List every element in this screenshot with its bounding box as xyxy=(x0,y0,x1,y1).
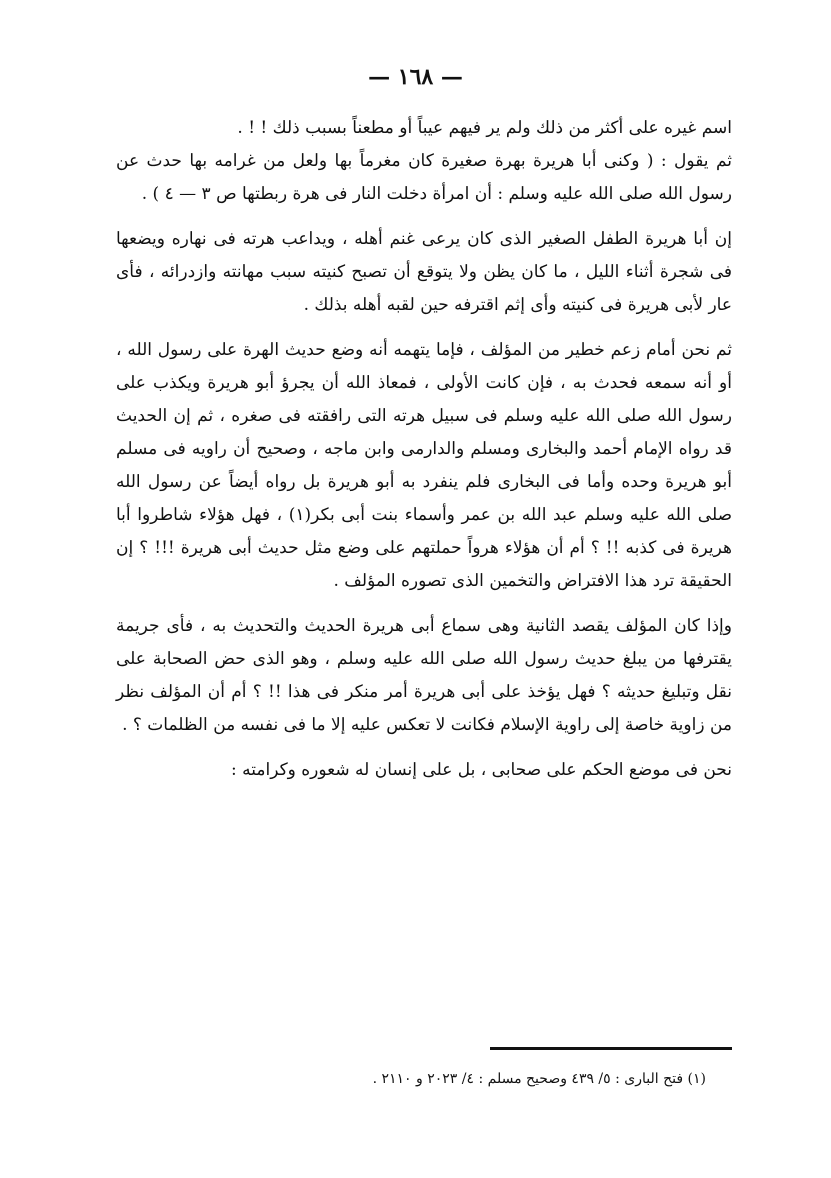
paragraph-1: اسم غيره على أكثر من ذلك ولم ير فيهم عيباً أو مطعناً بسبب ذلك ! ! . xyxy=(237,118,732,138)
paragraph-6: نحن فى موضع الحكم على صحابى ، بل على إنسان له شعوره وكرامته : xyxy=(230,760,732,780)
page-number: — ١٦٨ — xyxy=(368,64,463,90)
footnote-divider xyxy=(490,1047,732,1050)
paragraph-3: إن أبا هريرة الطفل الصغير الذى كان يرعى غنم أهله ، ويداعب هرته فى نهاره ويضعها فى شجرة أثناء الليل ، ما كان يظن ولا يتوقع أن تصبح كنيته سبب مهانته وازدرائه ، فأى عار لأبى هريرة فى كنيته وأى إثم اقترفه حين لقبه أهله بذلك . xyxy=(116,229,732,315)
footnote: (١) فتح البارى : ٥/ ٤٣٩ وصحيح مسلم : ٤/ ٢٠٢٣ و ٢١١٠ . xyxy=(372,1071,706,1087)
paragraph-2: ثم يقول : ( وكنى أبا هريرة بهرة صغيرة كان مغرماً بها ولعل من غرامه بها حدث عن رسول الله صلى الله عليه وسلم : أن امرأة دخلت النار فى هرة ربطتها ص ٣ — ٤ ) . xyxy=(116,151,732,204)
paragraph-5: وإذا كان المؤلف يقصد الثانية وهى سماع أبى هريرة الحديث والتحديث به ، فأى جريمة يقترفها من يبلغ حديث رسول الله صلى الله عليه وسلم ، وهو الذى حض الصحابة على نقل وتبليغ حديثه ؟ فهل يؤخذ على أبى هريرة أمر منكر فى هذا !! ؟ أم أن المؤلف نظر من زاوية خاصة إلى راوية الإسلام فكانت لا تعكس عليه إلا ما فى نفسه من الظلمات ؟ . xyxy=(116,616,732,735)
body-text xyxy=(116,112,732,787)
paragraph-4: ثم نحن أمام زعم خطير من المؤلف ، فإما يتهمه أنه وضع حديث الهرة على رسول الله ، أو أنه سمعه فحدث به ، فإن كانت الأولى ، فمعاذ الله أن يجرؤ أبو هريرة ويكذب على رسول الله صلى الله عليه وسلم فى سبيل هرته التى رافقته فى صغره ، ثم إن الحديث قد رواه الإمام أحمد والبخارى ومسلم والدارمى وابن ماجه ، وصحيح أن راويه فى مسلم أبو هريرة وحده وأما فى البخارى فلم ينفرد به أبو هريرة بل رواه أيضاً عن رسول الله صلى الله عليه وسلم عبد الله بن عمر وأسماء بنت أبى بكر(١) ، فهل هؤلاء شاطروا أبا هريرة فى كذبه !! ؟ أم أن هؤلاء هرواً حملتهم على وضع مثل حديث أبى هريرة !!! ؟ إن الحقيقة ترد هذا الافتراض والتخمين الذى تصوره المؤلف . xyxy=(116,340,733,591)
